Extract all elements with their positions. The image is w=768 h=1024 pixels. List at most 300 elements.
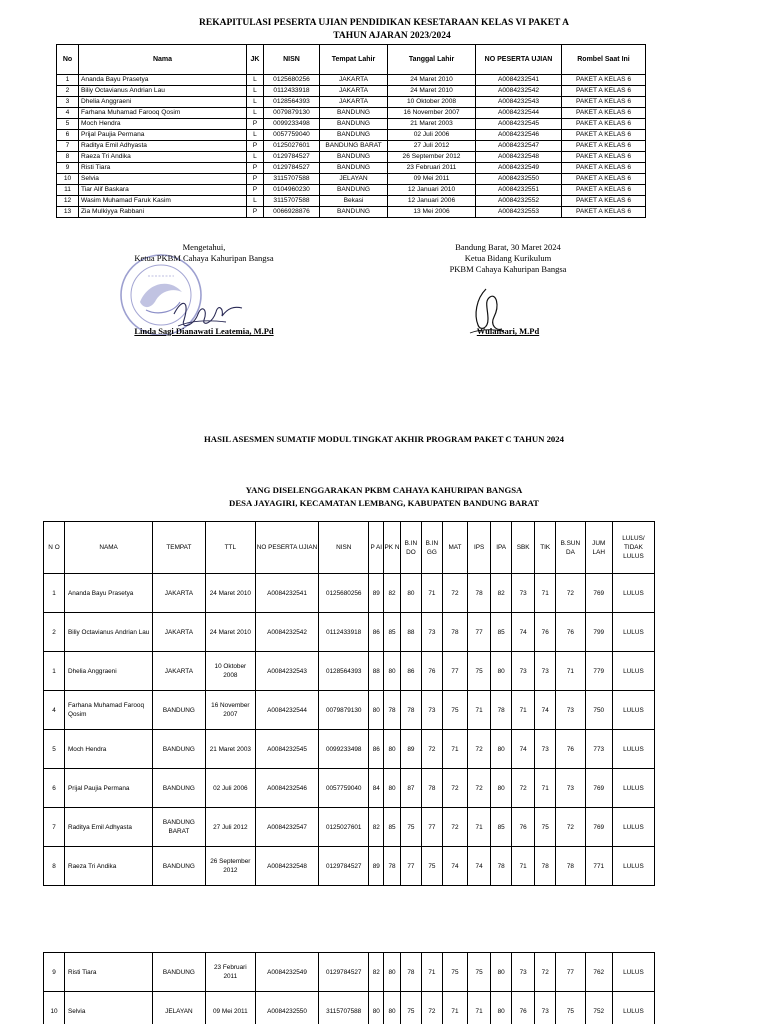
results-cell: LULUS (612, 730, 654, 769)
results-header-cell: B.IN DO (400, 522, 421, 574)
recap-cell: Selvia (79, 174, 247, 185)
results-header-cell: TEMPAT (153, 522, 205, 574)
results-cell: 6 (44, 769, 65, 808)
recap-cell: P (247, 141, 264, 152)
recap-cell: 13 (57, 207, 79, 218)
results-cell: 80 (369, 992, 384, 1024)
results-cell: 88 (369, 652, 384, 691)
results-cell: 72 (442, 574, 467, 613)
results-cell: A0084232541 (256, 574, 319, 613)
results-cell: 21 Maret 2003 (205, 730, 255, 769)
results-table-row (44, 808, 655, 847)
recap-cell: 9 (57, 163, 79, 174)
recap-cell: L (247, 130, 264, 141)
results-cell: 0129784527 (319, 847, 369, 886)
results-title: HASIL ASESMEN SUMATIF MODUL TINGKAT AKHIR PROGRAM PAKET C TAHUN 2024 (204, 434, 564, 444)
results-cell: 72 (468, 769, 491, 808)
results-cell: LULUS (612, 691, 654, 730)
results-header-cell: JUM LAH (585, 522, 612, 574)
recap-cell: 0129784527 (264, 163, 320, 174)
results-cell: 76 (556, 613, 585, 652)
results-table-row (44, 847, 655, 886)
results-cell: 76 (556, 730, 585, 769)
results-cell: 752 (585, 992, 612, 1024)
results-cell: 9 (44, 953, 65, 992)
recap-cell: PAKET A KELAS 6 (562, 185, 646, 196)
results-cell: 77 (442, 652, 467, 691)
recap-cell: 11 (57, 185, 79, 196)
recap-table-row (57, 163, 646, 174)
recap-table-row (57, 75, 646, 86)
results-cell: 80 (384, 992, 401, 1024)
recap-cell: A0084232545 (476, 119, 562, 130)
recap-cell: 10 Oktober 2008 (388, 97, 476, 108)
recap-cell: P (247, 207, 264, 218)
results-cell: 5 (44, 730, 65, 769)
recap-cell: A0084232548 (476, 152, 562, 163)
recap-cell: P (247, 163, 264, 174)
results-cell: 72 (421, 992, 442, 1024)
results-cell: BANDUNG (153, 953, 205, 992)
results-cell: 74 (442, 847, 467, 886)
results-cell: 75 (400, 992, 421, 1024)
results-cell: 73 (512, 574, 535, 613)
results-cell: A0084232547 (256, 808, 319, 847)
recap-cell: 3115707588 (264, 174, 320, 185)
recap-cell: A0084232547 (476, 141, 562, 152)
results-cell: 0057759040 (319, 769, 369, 808)
recap-cell: 3115707588 (264, 196, 320, 207)
results-cell: 80 (491, 730, 512, 769)
results-cell: 78 (535, 847, 556, 886)
recap-cell: L (247, 75, 264, 86)
results-header-cell: IPA (491, 522, 512, 574)
recap-header-cell: NISN (264, 45, 320, 75)
results-cell: Raeza Tri Andika (64, 847, 152, 886)
results-cell: 71 (442, 730, 467, 769)
recap-cell: Dhelia Anggraeni (79, 97, 247, 108)
sig-right-name: Wulansari, M.Pd (476, 326, 540, 336)
recap-cell: P (247, 174, 264, 185)
results-cell: 71 (512, 847, 535, 886)
results-cell: 74 (512, 613, 535, 652)
results-cell: 72 (556, 808, 585, 847)
results-cell: 85 (491, 808, 512, 847)
results-cell: 1 (44, 574, 65, 613)
recap-table-row (57, 86, 646, 97)
results-header-cell: NO PESERTA UJIAN (256, 522, 319, 574)
recap-cell: Ananda Bayu Prasetya (79, 75, 247, 86)
results-header-cell: B.IN GG (421, 522, 442, 574)
results-cell: A0084232550 (256, 992, 319, 1024)
results-cell: 3115707588 (319, 992, 369, 1024)
results-cell: 77 (421, 808, 442, 847)
results-cell: 71 (442, 992, 467, 1024)
signature-block-right (428, 242, 588, 336)
recap-cell: Raeza Tri Andika (79, 152, 247, 163)
results-cell: 80 (384, 953, 401, 992)
recap-cell: 24 Maret 2010 (388, 86, 476, 97)
results-cell: Prijal Paujia Permana (64, 769, 152, 808)
results-cell: 78 (421, 769, 442, 808)
results-cell: 71 (468, 691, 491, 730)
recap-cell: JELAYAN (320, 174, 388, 185)
recap-cell: 09 Mei 2011 (388, 174, 476, 185)
results-cell: LULUS (612, 613, 654, 652)
recap-cell: L (247, 97, 264, 108)
recap-cell: 24 Maret 2010 (388, 75, 476, 86)
recap-cell: JAKARTA (320, 75, 388, 86)
results-cell: Biliy Octavianus Andrian Lau (64, 613, 152, 652)
recap-cell: Zia Mulkiyya Rabbani (79, 207, 247, 218)
recap-table-row (57, 141, 646, 152)
results-cell: 0125027601 (319, 808, 369, 847)
recap-table (56, 44, 646, 218)
results-cell: 773 (585, 730, 612, 769)
results-cell: 87 (400, 769, 421, 808)
results-table-row (44, 574, 655, 613)
results-cell: 72 (556, 574, 585, 613)
recap-header-cell: Tanggal Lahir (388, 45, 476, 75)
results-cell: 24 Maret 2010 (205, 613, 255, 652)
results-cell: 71 (421, 953, 442, 992)
recap-cell: 3 (57, 97, 79, 108)
results-cell: 769 (585, 769, 612, 808)
recap-cell: PAKET A KELAS 6 (562, 119, 646, 130)
results-header-cell: IPS (468, 522, 491, 574)
sig-right-line2: Ketua Bidang Kurikulum (464, 253, 552, 263)
results-table-row (44, 992, 655, 1024)
recap-cell: PAKET A KELAS 6 (562, 174, 646, 185)
results-table-row (44, 691, 655, 730)
results-cell: 76 (512, 808, 535, 847)
results-cell: 74 (535, 691, 556, 730)
recap-table-row (57, 174, 646, 185)
recap-cell: PAKET A KELAS 6 (562, 75, 646, 86)
results-header-cell: TIK (535, 522, 556, 574)
results-cell: 0079879130 (319, 691, 369, 730)
results-cell: 73 (535, 730, 556, 769)
results-subtitle (0, 484, 768, 510)
recap-cell: 12 Januari 2010 (388, 185, 476, 196)
results-cell: A0084232548 (256, 847, 319, 886)
sig-left-name: Linda Sagi Dianawati Leatemia, M.Pd (134, 326, 274, 336)
results-cell: 73 (421, 613, 442, 652)
recap-cell: L (247, 196, 264, 207)
results-header-cell: MAT (442, 522, 467, 574)
results-cell: BANDUNG (153, 730, 205, 769)
results-cell: 75 (421, 847, 442, 886)
results-cell: 762 (585, 953, 612, 992)
results-cell: BANDUNG (153, 769, 205, 808)
results-cell: 7 (44, 808, 65, 847)
results-cell: 02 Juli 2006 (205, 769, 255, 808)
results-cell: 16 November 2007 (205, 691, 255, 730)
recap-cell: 10 (57, 174, 79, 185)
results-cell: 78 (442, 613, 467, 652)
results-cell: 73 (556, 691, 585, 730)
results-cell: Farhana Muhamad Farooq Qosim (64, 691, 152, 730)
results-cell: 779 (585, 652, 612, 691)
results-cell: 75 (442, 691, 467, 730)
recap-cell: 12 (57, 196, 79, 207)
results-header-cell: NISN (319, 522, 369, 574)
recap-cell: BANDUNG (320, 152, 388, 163)
recap-cell: BANDUNG (320, 119, 388, 130)
recap-cell: PAKET A KELAS 6 (562, 108, 646, 119)
results-cell: 76 (535, 613, 556, 652)
results-cell: 0128564393 (319, 652, 369, 691)
results-cell: 72 (442, 808, 467, 847)
recap-cell: Bekasi (320, 196, 388, 207)
results-header-cell: PK N (384, 522, 401, 574)
results-cell: JAKARTA (153, 652, 205, 691)
results-subtitle-line2: DESA JAYAGIRI, KECAMATAN LEMBANG, KABUPATEN BANDUNG BARAT (229, 498, 539, 508)
results-cell: A0084232542 (256, 613, 319, 652)
results-cell: LULUS (612, 992, 654, 1024)
results-cell: 0099233498 (319, 730, 369, 769)
recap-cell: A0084232551 (476, 185, 562, 196)
recap-cell: JAKARTA (320, 97, 388, 108)
results-table-continued (43, 952, 655, 1024)
recap-header-cell: Nama (79, 45, 247, 75)
recap-cell: 12 Januari 2006 (388, 196, 476, 207)
recap-header-cell: NO PESERTA UJIAN (476, 45, 562, 75)
results-header-cell: LULUS/ TIDAK LULUS (612, 522, 654, 574)
results-cell: 75 (556, 992, 585, 1024)
results-cell: 73 (512, 953, 535, 992)
results-cell: 10 (44, 992, 65, 1024)
results-cell: 24 Maret 2010 (205, 574, 255, 613)
recap-cell: 02 Juli 2006 (388, 130, 476, 141)
recap-cell: 7 (57, 141, 79, 152)
results-cell: A0084232549 (256, 953, 319, 992)
recap-cell: 6 (57, 130, 79, 141)
recap-cell: A0084232543 (476, 97, 562, 108)
recap-cell: 0099233498 (264, 119, 320, 130)
results-cell: 85 (384, 808, 401, 847)
recap-cell: PAKET A KELAS 6 (562, 97, 646, 108)
results-cell: 23 Februari 2011 (205, 953, 255, 992)
results-cell: 86 (400, 652, 421, 691)
results-cell: 75 (468, 953, 491, 992)
results-cell: 85 (384, 613, 401, 652)
recap-header-cell: Rombel Saat Ini (562, 45, 646, 75)
results-cell: 85 (491, 613, 512, 652)
results-cell: 09 Mei 2011 (205, 992, 255, 1024)
results-cell: 89 (400, 730, 421, 769)
recap-cell: L (247, 86, 264, 97)
results-cell: 82 (384, 574, 401, 613)
results-cell: 80 (384, 769, 401, 808)
recap-cell: 13 Mei 2006 (388, 207, 476, 218)
recap-cell: 0125680256 (264, 75, 320, 86)
results-cell: LULUS (612, 769, 654, 808)
recap-title-line2: TAHUN AJARAN 2023/2024 (333, 31, 451, 41)
results-cell: 80 (491, 652, 512, 691)
results-cell: 78 (556, 847, 585, 886)
results-cell: 74 (468, 847, 491, 886)
results-header-cell: NAMA (64, 522, 152, 574)
sig-right-line3: PKBM Cahaya Kahuripan Bangsa (449, 264, 567, 274)
results-table-row (44, 652, 655, 691)
recap-table-row (57, 185, 646, 196)
recap-title-line1: REKAPITULASI PESERTA UJIAN PENDIDIKAN KESETARAAN KELAS VI PAKET A (199, 18, 569, 28)
results-cell: 89 (369, 574, 384, 613)
recap-cell: Biliy Octavianus Andrian Lau (79, 86, 247, 97)
results-cell: LULUS (612, 847, 654, 886)
results-cell: 78 (400, 953, 421, 992)
results-cell: 80 (491, 769, 512, 808)
results-cell: 78 (400, 691, 421, 730)
results-cell: 76 (421, 652, 442, 691)
results-table-row (44, 730, 655, 769)
recap-table-row (57, 196, 646, 207)
recap-cell: A0084232544 (476, 108, 562, 119)
results-cell: 769 (585, 808, 612, 847)
results-cell: 0112433918 (319, 613, 369, 652)
results-cell: 73 (512, 652, 535, 691)
recap-cell: 0104960230 (264, 185, 320, 196)
recap-cell: Prijal Paujia Permana (79, 130, 247, 141)
results-cell: 72 (512, 769, 535, 808)
recap-cell: A0084232550 (476, 174, 562, 185)
results-cell: 86 (369, 730, 384, 769)
results-cell: 78 (491, 847, 512, 886)
results-cell: 0129784527 (319, 953, 369, 992)
recap-table-row (57, 207, 646, 218)
signature-block-left (118, 242, 290, 336)
recap-cell: 16 November 2007 (388, 108, 476, 119)
results-cell: BANDUNG (153, 847, 205, 886)
recap-cell: 0066928876 (264, 207, 320, 218)
recap-header-cell: No (57, 45, 79, 75)
results-cell: 72 (468, 730, 491, 769)
results-cell: 74 (512, 730, 535, 769)
results-cell: A0084232546 (256, 769, 319, 808)
results-cell: 75 (535, 808, 556, 847)
results-header-cell: B.SUN DA (556, 522, 585, 574)
recap-cell: 5 (57, 119, 79, 130)
results-cell: Moch Hendra (64, 730, 152, 769)
recap-cell: Farhana Muhamad Farooq Qosim (79, 108, 247, 119)
recap-table-row (57, 119, 646, 130)
results-cell: 27 Juli 2012 (205, 808, 255, 847)
results-cell: 78 (468, 574, 491, 613)
recap-cell: BANDUNG (320, 185, 388, 196)
results-cell: 84 (369, 769, 384, 808)
results-cell: BANDUNG (153, 691, 205, 730)
recap-cell: A0084232541 (476, 75, 562, 86)
results-cell: 1 (44, 652, 65, 691)
recap-cell: A0084232546 (476, 130, 562, 141)
results-table (43, 521, 655, 886)
results-cell: 80 (384, 730, 401, 769)
results-cell: 26 September 2012 (205, 847, 255, 886)
recap-cell: PAKET A KELAS 6 (562, 86, 646, 97)
recap-cell: 0057759040 (264, 130, 320, 141)
results-cell: 71 (468, 808, 491, 847)
recap-header-cell: Tempat Lahir (320, 45, 388, 75)
results-cell: 75 (400, 808, 421, 847)
results-cell: 82 (369, 953, 384, 992)
results-cell: 73 (421, 691, 442, 730)
results-cell: LULUS (612, 652, 654, 691)
results-cell: 77 (556, 953, 585, 992)
results-header-cell: P AI (369, 522, 384, 574)
results-cell: JAKARTA (153, 613, 205, 652)
results-cell: 88 (400, 613, 421, 652)
results-cell: 0125680256 (319, 574, 369, 613)
recap-cell: A0084232552 (476, 196, 562, 207)
recap-cell: L (247, 108, 264, 119)
results-cell: BANDUNG BARAT (153, 808, 205, 847)
results-table-body-continued (44, 953, 655, 1024)
results-cell: 78 (491, 691, 512, 730)
results-cell: 71 (535, 574, 556, 613)
results-cell: 73 (556, 769, 585, 808)
recap-cell: Wasim Muhamad Faruk Kasim (79, 196, 247, 207)
recap-cell: 0129784527 (264, 152, 320, 163)
results-cell: 78 (384, 847, 401, 886)
recap-cell: BANDUNG (320, 163, 388, 174)
results-cell: 71 (512, 691, 535, 730)
recap-cell: Raditya Emil Adhyasta (79, 141, 247, 152)
recap-cell: Tiar Alif Baskara (79, 185, 247, 196)
results-cell: 799 (585, 613, 612, 652)
recap-cell: 4 (57, 108, 79, 119)
recap-cell: 23 Februari 2011 (388, 163, 476, 174)
results-cell: Raditya Emil Adhyasta (64, 808, 152, 847)
results-cell: 73 (535, 652, 556, 691)
recap-cell: P (247, 119, 264, 130)
results-cell: 78 (384, 691, 401, 730)
results-cell: 71 (535, 769, 556, 808)
results-table-row (44, 613, 655, 652)
results-cell: 80 (369, 691, 384, 730)
recap-header-cell: JK (247, 45, 264, 75)
results-cell: JAKARTA (153, 574, 205, 613)
recap-cell: 21 Maret 2003 (388, 119, 476, 130)
recap-table-row (57, 97, 646, 108)
recap-cell: BANDUNG (320, 130, 388, 141)
recap-cell: BANDUNG (320, 108, 388, 119)
results-cell: 71 (421, 574, 442, 613)
recap-table-header (57, 45, 646, 75)
recap-cell: 8 (57, 152, 79, 163)
results-subtitle-line1: YANG DISELENGGARAKAN PKBM CAHAYA KAHURIPAN BANGSA (245, 485, 523, 495)
results-cell: 72 (442, 769, 467, 808)
results-cell: 82 (369, 808, 384, 847)
recap-cell: JAKARTA (320, 86, 388, 97)
recap-table-row (57, 130, 646, 141)
recap-cell: PAKET A KELAS 6 (562, 196, 646, 207)
results-cell: 80 (400, 574, 421, 613)
recap-title (0, 17, 768, 43)
results-cell: 75 (468, 652, 491, 691)
results-cell: A0084232545 (256, 730, 319, 769)
results-cell: LULUS (612, 953, 654, 992)
recap-cell: Moch Hendra (79, 119, 247, 130)
results-cell: Selvia (64, 992, 152, 1024)
recap-cell: 26 September 2012 (388, 152, 476, 163)
results-cell: 73 (535, 992, 556, 1024)
recap-table-body (57, 75, 646, 218)
results-cell: 80 (491, 992, 512, 1024)
recap-cell: 0125027601 (264, 141, 320, 152)
recap-cell: L (247, 152, 264, 163)
results-cell: 750 (585, 691, 612, 730)
